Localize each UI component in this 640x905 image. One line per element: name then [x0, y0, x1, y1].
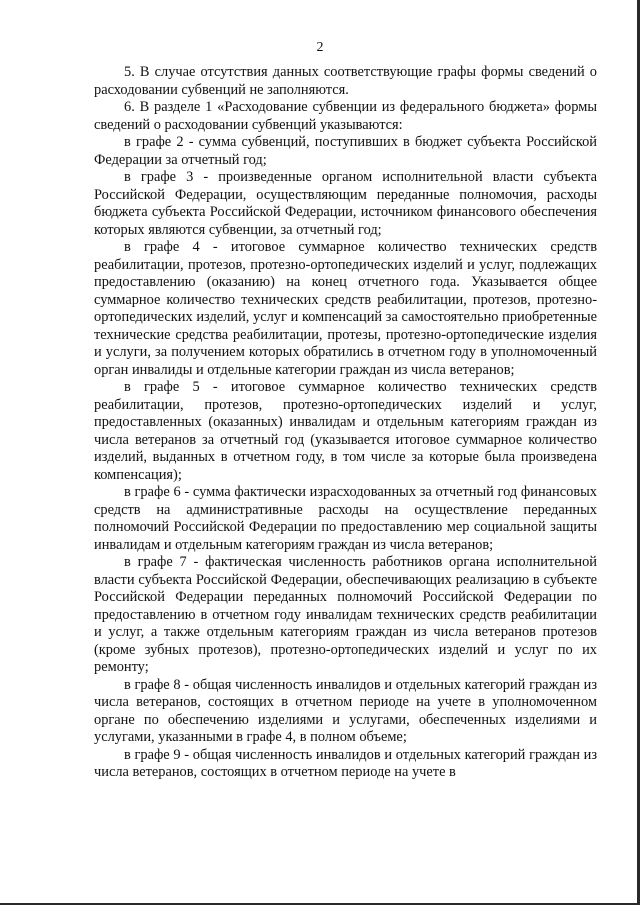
paragraph-column-3: в графе 3 - произведенные органом исполнительной власти субъекта Российской Федерации, осуществляющим переданные полномочия, расходы бюджета субъекта Российской Федерации, источником финансового обеспечения которых являются субвенции, за отчетный год; [94, 169, 597, 238]
page-number: 2 [316, 40, 324, 55]
paragraph-clause-6: 6. В разделе 1 «Расходование субвенции из федерального бюджета» формы сведений о расходовании субвенций указываются: [94, 99, 597, 133]
paragraph-clause-5: 5. В случае отсутствия данных соответствующие графы формы сведений о расходовании субвенций не заполняются. [94, 64, 597, 98]
paragraph-column-4: в графе 4 - итоговое суммарное количество технических средств реабилитации, протезов, протезно-ортопедических изделий и услуг, подлежащих предоставлению (оказанию) на конец отчетного года. Указывается общее суммарное количество технических средств реабилитации, протезов, протезно-ортопедических изделий, услуг и компенсаций за самостоятельно приобретенные технические средства реабилитации, протезы, протезно-ортопедические изделия и услуги, за получением которых обратились в отчетном году в уполномоченный орган инвалиды и отдельные категории граждан из числа ветеранов; [94, 239, 597, 378]
paragraph-column-7: в графе 7 - фактическая численность работников органа исполнительной власти субъекта Российской Федерации, обеспечивающих реализацию в субъекте Российской Федерации переданных полномочий Российской Федерации по предоставлению в отчетном году инвалидам технических средств реабилитации и услуг, а также отдельным категориям граждан из числа ветеранов протезов (кроме зубных протезов), протезно-ортопедических изделий и услуг по их ремонту; [94, 554, 597, 675]
document-body [94, 64, 597, 782]
paragraph-column-6: в графе 6 - сумма фактически израсходованных за отчетный год финансовых средств на административные расходы на осуществление переданных полномочий Российской Федерации по предоставлению мер социальной защиты инвалидам и отдельным категориям граждан из числа ветеранов; [94, 484, 597, 553]
paragraph-column-2: в графе 2 - сумма субвенций, поступивших в бюджет субъекта Российской Федерации за отчетный год; [94, 134, 597, 168]
paragraph-column-8: в графе 8 - общая численность инвалидов и отдельных категорий граждан из числа ветеранов, состоящих в отчетном периоде на учете в уполномоченном органе по обеспечению изделиями и услугами, обеспеченных изделиями и услугами, указанными в графе 4, в полном объеме; [94, 676, 597, 745]
paragraph-column-9: в графе 9 - общая численность инвалидов и отдельных категорий граждан из числа ветеранов, состоящих в отчетном периоде на учете в [94, 746, 597, 780]
paragraph-column-5: в графе 5 - итоговое суммарное количество технических средств реабилитации, протезов, протезно-ортопедических изделий и услуг, предоставленных (оказанных) инвалидам и отдельным категориям граждан из числа ветеранов за отчетный год (указывается итоговое суммарное количество изделий, выданных в отчетном году, в том числе за которые была произведена компенсация); [94, 379, 597, 483]
